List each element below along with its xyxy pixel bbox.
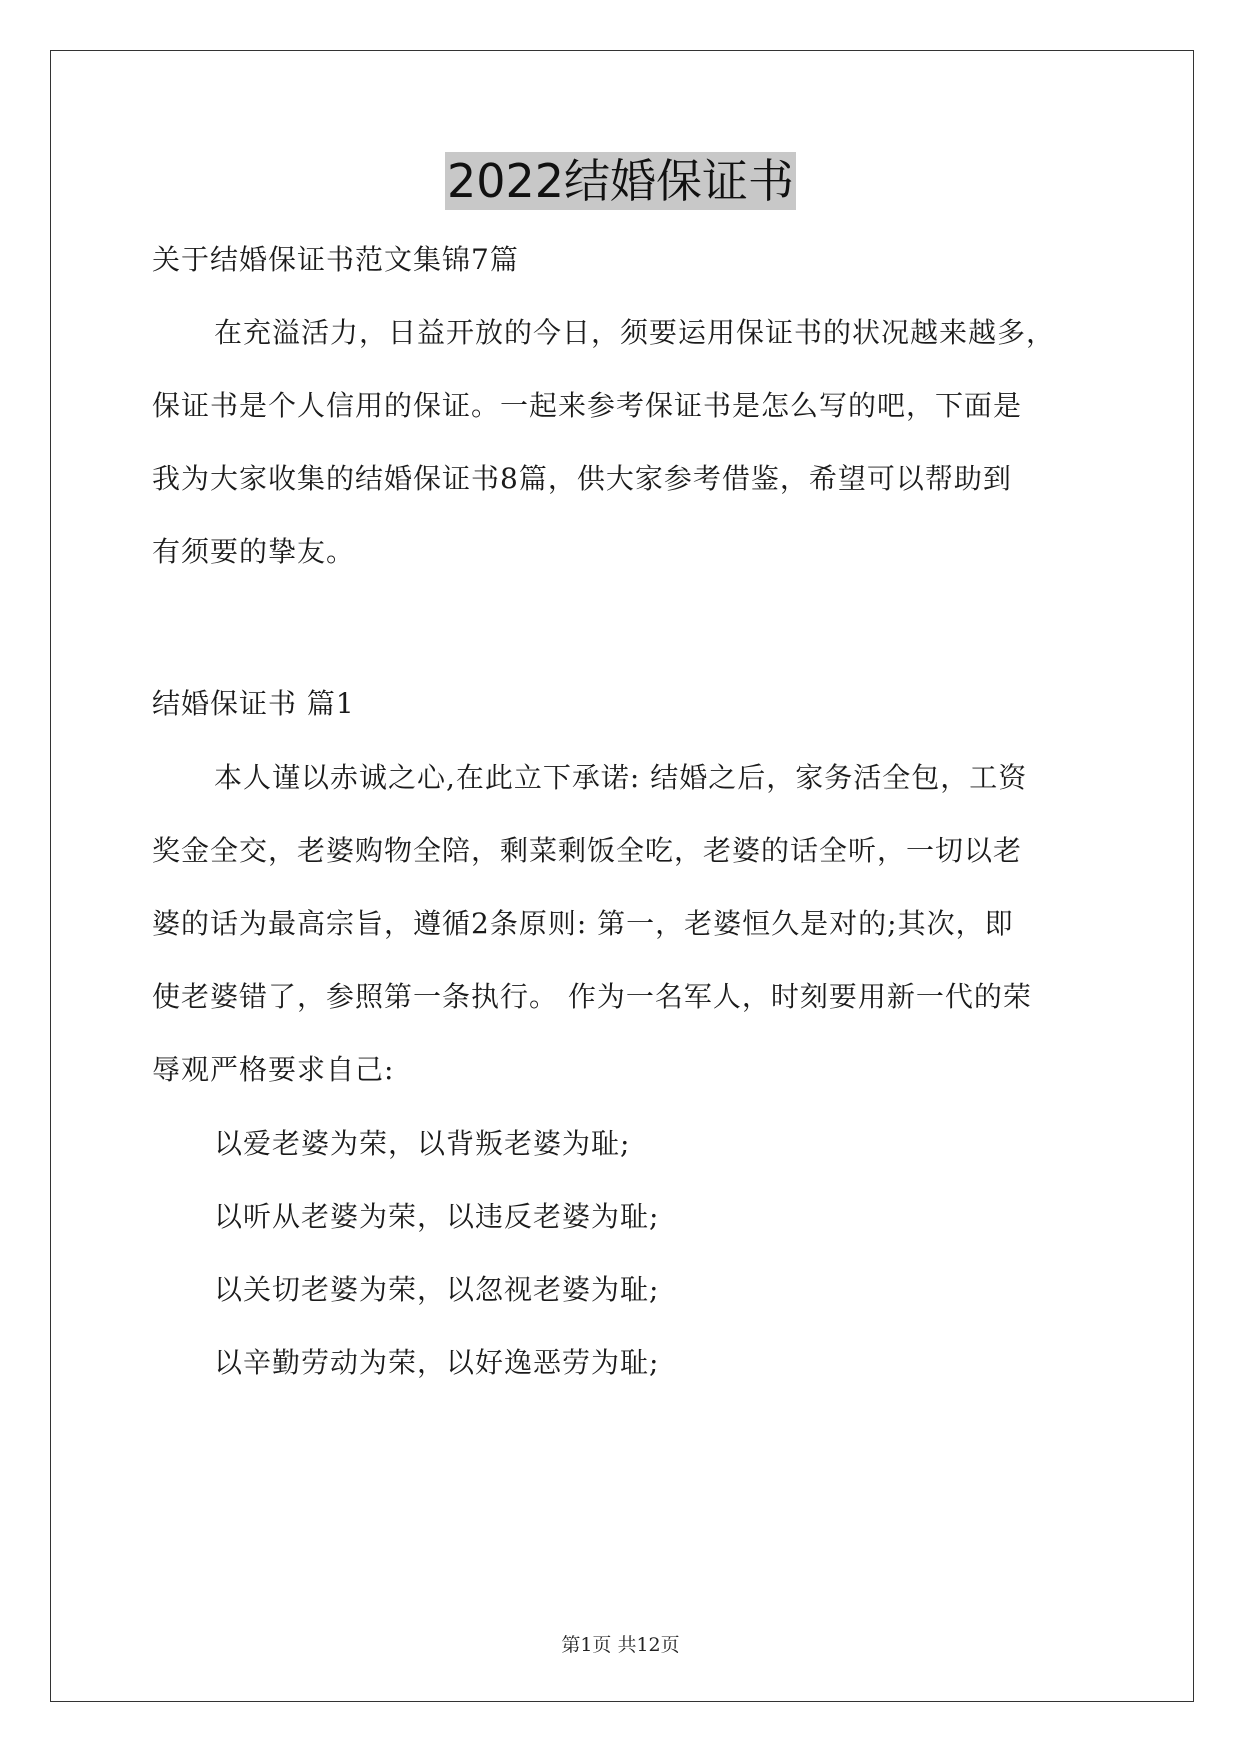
body-line: 本人谨以赤诚之心,在此立下承诺: 结婚之后，家务活全包，工资 [214,761,1028,794]
body-line: 使老婆错了，参照第一条执行。 作为一名军人，时刻要用新一代的荣 [152,980,1032,1013]
page-border [50,50,1194,1702]
body-line: 婆的话为最高宗旨，遵循2条原则: 第一，老婆恒久是对的;其次，即 [152,907,1014,940]
section-heading: 结婚保证书 篇1 [152,687,355,720]
intro-line: 我为大家收集的结婚保证书8篇，供大家参考借鉴，希望可以帮助到 [152,462,1012,495]
intro-line: 有须要的挚友。 [152,535,356,568]
intro-line: 在充溢活力，日益开放的今日，须要运用保证书的状况越来越多， [214,316,1056,349]
title-wrap [0,152,1241,210]
oath-line: 以辛勤劳动为荣，以好逸恶劳为耻; [214,1346,660,1379]
document-title: 2022结婚保证书 [446,154,795,208]
intro-line: 保证书是个人信用的保证。一起来参考保证书是怎么写的吧，下面是 [152,389,1023,422]
body-line: 奖金全交，老婆购物全陪，剩菜剩饭全吃，老婆的话全听，一切以老 [152,834,1023,867]
oath-line: 以关切老婆为荣，以忽视老婆为耻; [214,1273,660,1306]
page-number-footer: 第1页 共12页 [561,1634,680,1656]
intro-heading: 关于结婚保证书范文集锦7篇 [152,243,519,276]
oath-line: 以听从老婆为荣，以违反老婆为耻; [214,1200,660,1233]
body-line: 辱观严格要求自己: [152,1053,395,1086]
oath-line: 以爱老婆为荣，以背叛老婆为耻; [214,1127,631,1160]
